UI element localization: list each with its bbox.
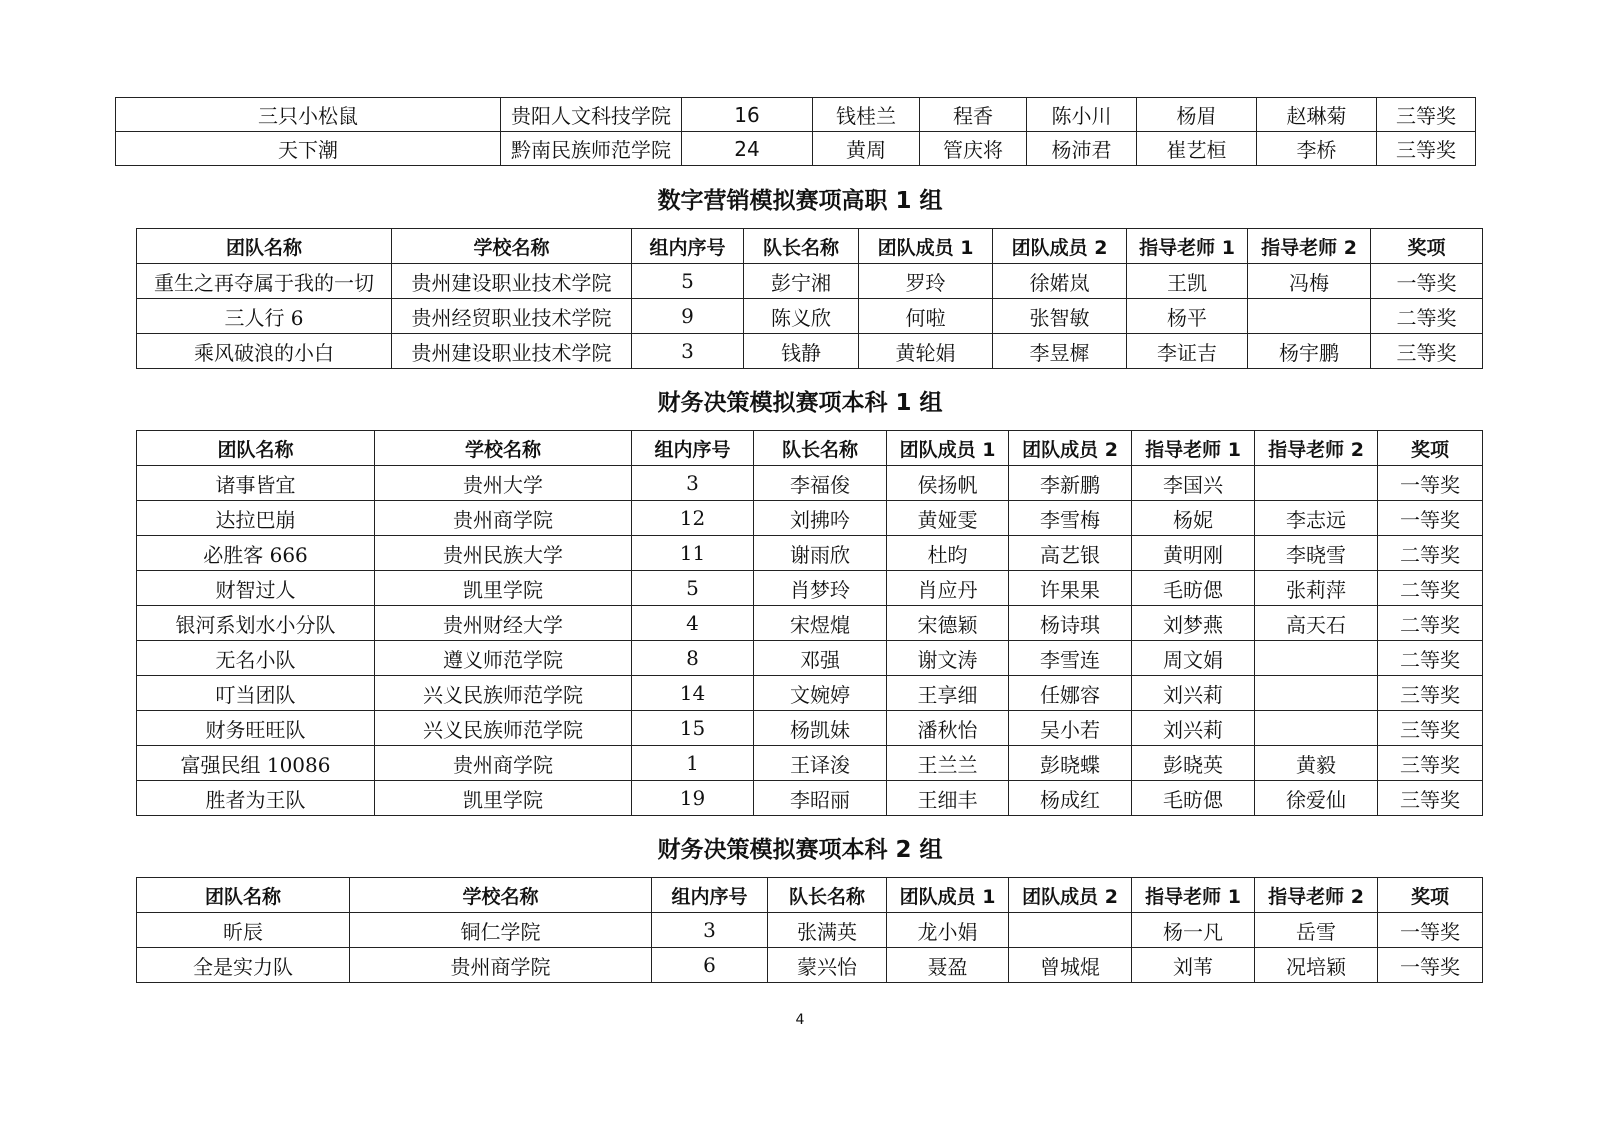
advisor2-cell: 张莉萍	[1255, 571, 1378, 606]
school-name-cell: 兴义民族师范学院	[375, 676, 632, 711]
group-seq-cell: 1	[632, 746, 754, 781]
member1-cell: 王享细	[887, 676, 1009, 711]
member1-cell: 谢文涛	[887, 641, 1009, 676]
award-cell: 三等奖	[1377, 98, 1476, 132]
captain-cell: 彭宁湘	[744, 264, 859, 299]
captain-cell: 王译浚	[754, 746, 887, 781]
group-seq-cell: 6	[652, 948, 768, 983]
member1-cell: 王细丰	[887, 781, 1009, 816]
member2-cell: 陈小川	[1027, 98, 1137, 132]
column-header: 组内序号	[632, 229, 744, 264]
captain-cell: 钱桂兰	[813, 98, 920, 132]
team-name-cell: 财务旺旺队	[137, 711, 375, 746]
advisor1-cell: 杨一凡	[1132, 913, 1255, 948]
group-seq-cell: 16	[682, 98, 813, 132]
member2-cell	[1009, 913, 1132, 948]
advisor2-cell: 冯梅	[1248, 264, 1371, 299]
group-seq-cell: 8	[632, 641, 754, 676]
advisor2-cell: 黄毅	[1255, 746, 1378, 781]
member2-cell: 许果果	[1009, 571, 1132, 606]
column-header: 团队成员 2	[1009, 431, 1132, 466]
advisor1-cell: 杨妮	[1132, 501, 1255, 536]
school-name-cell: 遵义师范学院	[375, 641, 632, 676]
member1-cell: 王兰兰	[887, 746, 1009, 781]
award-cell: 二等奖	[1378, 606, 1483, 641]
award-cell: 三等奖	[1378, 676, 1483, 711]
member1-cell: 聂盈	[887, 948, 1009, 983]
advisor1-cell: 毛昉偲	[1132, 781, 1255, 816]
header-row	[137, 229, 1483, 264]
table-row	[137, 641, 1483, 676]
column-header: 团队名称	[137, 229, 392, 264]
group-seq-cell: 24	[682, 132, 813, 166]
school-name-cell: 凯里学院	[375, 781, 632, 816]
table-row	[137, 746, 1483, 781]
captain-cell: 刘拂吟	[754, 501, 887, 536]
member1-cell: 何啦	[859, 299, 993, 334]
column-header: 团队成员 2	[993, 229, 1127, 264]
group-seq-cell: 14	[632, 676, 754, 711]
award-cell: 二等奖	[1378, 571, 1483, 606]
captain-cell: 杨凯妹	[754, 711, 887, 746]
table-row	[137, 606, 1483, 641]
award-table-continued	[115, 97, 1476, 166]
school-name-cell: 贵州商学院	[375, 501, 632, 536]
table-row	[137, 536, 1483, 571]
captain-cell: 宋煜熴	[754, 606, 887, 641]
member1-cell: 肖应丹	[887, 571, 1009, 606]
table-row	[137, 299, 1483, 334]
advisor1-cell: 崔艺桓	[1137, 132, 1257, 166]
column-header: 学校名称	[392, 229, 632, 264]
advisor2-cell: 李志远	[1255, 501, 1378, 536]
advisor2-cell: 岳雪	[1255, 913, 1378, 948]
column-header: 学校名称	[350, 878, 652, 913]
advisor1-cell: 王凯	[1127, 264, 1248, 299]
column-header: 队长名称	[768, 878, 887, 913]
advisor2-cell: 高天石	[1255, 606, 1378, 641]
table-row	[137, 466, 1483, 501]
member2-cell: 李昱樨	[993, 334, 1127, 369]
table-row	[137, 948, 1483, 983]
advisor1-cell: 黄明刚	[1132, 536, 1255, 571]
award-table	[136, 877, 1483, 983]
column-header: 指导老师 2	[1255, 431, 1378, 466]
table-row	[116, 132, 1476, 166]
captain-cell: 张满英	[768, 913, 887, 948]
captain-cell: 李福俊	[754, 466, 887, 501]
advisor1-cell: 杨眉	[1137, 98, 1257, 132]
school-name-cell: 贵州民族大学	[375, 536, 632, 571]
column-header: 组内序号	[652, 878, 768, 913]
team-name-cell: 三人行 6	[137, 299, 392, 334]
school-name-cell: 贵州经贸职业技术学院	[392, 299, 632, 334]
group-seq-cell: 11	[632, 536, 754, 571]
team-name-cell: 财智过人	[137, 571, 375, 606]
column-header: 团队名称	[137, 878, 350, 913]
award-cell: 三等奖	[1378, 746, 1483, 781]
team-name-cell: 三只小松鼠	[116, 98, 501, 132]
member1-cell: 黄轮娟	[859, 334, 993, 369]
member2-cell: 杨成红	[1009, 781, 1132, 816]
column-header: 指导老师 2	[1248, 229, 1371, 264]
table-row	[137, 571, 1483, 606]
group-seq-cell: 3	[632, 334, 744, 369]
section-title: 财务决策模拟赛项本科 1 组	[657, 390, 943, 416]
school-name-cell: 贵州商学院	[375, 746, 632, 781]
award-cell: 一等奖	[1378, 501, 1483, 536]
team-name-cell: 天下潮	[116, 132, 501, 166]
school-name-cell: 黔南民族师范学院	[501, 132, 682, 166]
advisor1-cell: 毛昉偲	[1132, 571, 1255, 606]
team-name-cell: 胜者为王队	[137, 781, 375, 816]
group-seq-cell: 3	[652, 913, 768, 948]
member1-cell: 龙小娟	[887, 913, 1009, 948]
captain-cell: 谢雨欣	[754, 536, 887, 571]
award-cell: 二等奖	[1378, 536, 1483, 571]
team-name-cell: 叮当团队	[137, 676, 375, 711]
member1-cell: 杜昀	[887, 536, 1009, 571]
captain-cell: 钱静	[744, 334, 859, 369]
advisor2-cell	[1255, 466, 1378, 501]
advisor2-cell: 李晓雪	[1255, 536, 1378, 571]
member2-cell: 李雪梅	[1009, 501, 1132, 536]
column-header: 指导老师 2	[1255, 878, 1378, 913]
school-name-cell: 贵州大学	[375, 466, 632, 501]
column-header: 团队成员 1	[887, 878, 1009, 913]
section-title: 数字营销模拟赛项高职 1 组	[657, 188, 943, 214]
column-header: 指导老师 1	[1127, 229, 1248, 264]
section-title: 财务决策模拟赛项本科 2 组	[657, 837, 943, 863]
award-table	[136, 430, 1483, 816]
award-cell: 二等奖	[1378, 641, 1483, 676]
group-seq-cell: 5	[632, 571, 754, 606]
school-name-cell: 贵州商学院	[350, 948, 652, 983]
captain-cell: 黄周	[813, 132, 920, 166]
award-cell: 三等奖	[1378, 711, 1483, 746]
captain-cell: 肖梦玲	[754, 571, 887, 606]
team-name-cell: 全是实力队	[137, 948, 350, 983]
advisor1-cell: 刘苇	[1132, 948, 1255, 983]
captain-cell: 邓强	[754, 641, 887, 676]
group-seq-cell: 12	[632, 501, 754, 536]
award-cell: 一等奖	[1378, 466, 1483, 501]
school-name-cell: 兴义民族师范学院	[375, 711, 632, 746]
team-name-cell: 诸事皆宜	[137, 466, 375, 501]
column-header: 组内序号	[632, 431, 754, 466]
team-name-cell: 银河系划水小分队	[137, 606, 375, 641]
advisor2-cell: 杨宇鹏	[1248, 334, 1371, 369]
team-name-cell: 达拉巴崩	[137, 501, 375, 536]
team-name-cell: 昕辰	[137, 913, 350, 948]
page-number: 4	[795, 1012, 805, 1028]
advisor2-cell	[1248, 299, 1371, 334]
column-header: 奖项	[1371, 229, 1483, 264]
member2-cell: 吴小若	[1009, 711, 1132, 746]
column-header: 指导老师 1	[1132, 878, 1255, 913]
advisor2-cell	[1255, 711, 1378, 746]
school-name-cell: 贵州建设职业技术学院	[392, 334, 632, 369]
advisor1-cell: 李证吉	[1127, 334, 1248, 369]
member2-cell: 张智敏	[993, 299, 1127, 334]
award-cell: 三等奖	[1378, 781, 1483, 816]
advisor2-cell: 赵琳菊	[1257, 98, 1377, 132]
advisor1-cell: 李国兴	[1132, 466, 1255, 501]
captain-cell: 蒙兴怡	[768, 948, 887, 983]
member2-cell: 李雪连	[1009, 641, 1132, 676]
member1-cell: 程香	[920, 98, 1027, 132]
award-cell: 二等奖	[1371, 299, 1483, 334]
member2-cell: 杨诗琪	[1009, 606, 1132, 641]
team-name-cell: 必胜客 666	[137, 536, 375, 571]
team-name-cell: 重生之再夺属于我的一切	[137, 264, 392, 299]
table-row	[137, 711, 1483, 746]
member1-cell: 侯扬帆	[887, 466, 1009, 501]
column-header: 团队成员 1	[859, 229, 993, 264]
advisor2-cell	[1255, 641, 1378, 676]
award-cell: 一等奖	[1378, 948, 1483, 983]
advisor1-cell: 刘兴莉	[1132, 711, 1255, 746]
member2-cell: 杨沛君	[1027, 132, 1137, 166]
column-header: 队长名称	[744, 229, 859, 264]
advisor2-cell: 徐爱仙	[1255, 781, 1378, 816]
group-seq-cell: 19	[632, 781, 754, 816]
captain-cell: 李昭丽	[754, 781, 887, 816]
column-header: 指导老师 1	[1132, 431, 1255, 466]
team-name-cell: 无名小队	[137, 641, 375, 676]
advisor1-cell: 刘梦燕	[1132, 606, 1255, 641]
member2-cell: 李新鹏	[1009, 466, 1132, 501]
column-header: 团队名称	[137, 431, 375, 466]
member1-cell: 潘秋怡	[887, 711, 1009, 746]
school-name-cell: 贵州财经大学	[375, 606, 632, 641]
table-row	[137, 501, 1483, 536]
school-name-cell: 凯里学院	[375, 571, 632, 606]
table-row	[137, 781, 1483, 816]
advisor1-cell: 杨平	[1127, 299, 1248, 334]
column-header: 奖项	[1378, 878, 1483, 913]
member2-cell: 曾城焜	[1009, 948, 1132, 983]
group-seq-cell: 5	[632, 264, 744, 299]
school-name-cell: 铜仁学院	[350, 913, 652, 948]
column-header: 奖项	[1378, 431, 1483, 466]
group-seq-cell: 15	[632, 711, 754, 746]
column-header: 团队成员 1	[887, 431, 1009, 466]
column-header: 学校名称	[375, 431, 632, 466]
school-name-cell: 贵阳人文科技学院	[501, 98, 682, 132]
member1-cell: 管庆将	[920, 132, 1027, 166]
award-cell: 三等奖	[1377, 132, 1476, 166]
table-row	[116, 98, 1476, 132]
column-header: 队长名称	[754, 431, 887, 466]
member1-cell: 黄娅雯	[887, 501, 1009, 536]
team-name-cell: 乘风破浪的小白	[137, 334, 392, 369]
member2-cell: 高艺银	[1009, 536, 1132, 571]
table-row	[137, 264, 1483, 299]
group-seq-cell: 4	[632, 606, 754, 641]
advisor1-cell: 刘兴莉	[1132, 676, 1255, 711]
team-name-cell: 富强民组 10086	[137, 746, 375, 781]
award-cell: 一等奖	[1378, 913, 1483, 948]
award-table	[136, 228, 1483, 369]
member1-cell: 宋德颖	[887, 606, 1009, 641]
member2-cell: 任娜容	[1009, 676, 1132, 711]
advisor2-cell	[1255, 676, 1378, 711]
table-row	[137, 676, 1483, 711]
advisor1-cell: 彭晓英	[1132, 746, 1255, 781]
advisor1-cell: 周文娟	[1132, 641, 1255, 676]
school-name-cell: 贵州建设职业技术学院	[392, 264, 632, 299]
member2-cell: 徐婼岚	[993, 264, 1127, 299]
member2-cell: 彭晓蝶	[1009, 746, 1132, 781]
captain-cell: 陈义欣	[744, 299, 859, 334]
group-seq-cell: 9	[632, 299, 744, 334]
table-row	[137, 913, 1483, 948]
captain-cell: 文婉婷	[754, 676, 887, 711]
member1-cell: 罗玲	[859, 264, 993, 299]
column-header: 团队成员 2	[1009, 878, 1132, 913]
header-row	[137, 878, 1483, 913]
header-row	[137, 431, 1483, 466]
group-seq-cell: 3	[632, 466, 754, 501]
table-row	[137, 334, 1483, 369]
advisor2-cell: 况培颖	[1255, 948, 1378, 983]
award-cell: 一等奖	[1371, 264, 1483, 299]
advisor2-cell: 李桥	[1257, 132, 1377, 166]
award-cell: 三等奖	[1371, 334, 1483, 369]
